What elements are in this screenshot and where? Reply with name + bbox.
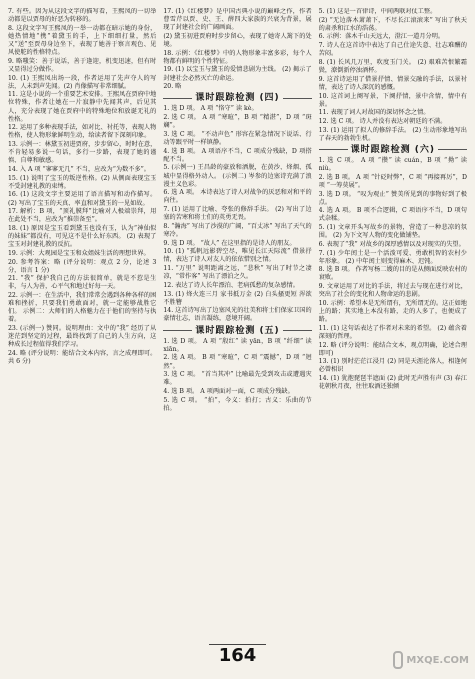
watermark-logo-icon xyxy=(393,651,403,669)
answer-item: 12. 运用了多种表现手法，如对比、衬托等，表现人物性格，使人物形象鲜明生动，给读者留下深刻印象。 xyxy=(8,124,157,140)
site-watermark xyxy=(393,647,469,673)
title-rule xyxy=(319,149,348,150)
column-middle xyxy=(163,8,311,640)
answer-item: 7. (1) 少年闰土是一个活泼可爱、勇敢机智的农村少年形象。 (2) 中年闰土则变得麻木、迟钝。 xyxy=(318,249,467,265)
answer-item: 8. 这段文字写王熙凤的一举一动都在暗示她的身份，她热情地“携”着黛玉的手，上下细细打量，然后又“送”至贾母身边坐下，表现了她善于察言观色、见风使舵的性格特点。 xyxy=(8,24,157,57)
answer-item: 8. “瀚海” 写出了沙漠的广阔，“百丈冰” 写出了天气的寒冷。 xyxy=(163,222,312,238)
answer-item: 12. 选 C 项。 诗人并没有表达对朝廷的不满。 xyxy=(318,117,447,125)
answer-item: 9. 文章运用了对比的手法，将过去与现在进行对比，突出了社会的变化和人物命运的悲剧。 xyxy=(318,283,467,299)
title-rule xyxy=(283,98,312,99)
answer-item: 6. 选 A 项。 本诗表达了诗人对战争的厌恶和对和平的向往。 xyxy=(163,189,312,205)
answer-item: 13. 示例一：林黛玉初进贾府，步步留心，时时在意，不肯轻易多说一句话，多行一步路，表现了她的谨慎、自尊和敏感。 xyxy=(8,141,157,165)
answer-item: 4. 选 B 项。 A 项语序不当，C 项成分残缺，D 项搭配不当。 xyxy=(163,147,312,163)
answer-item: 3. 选 C 项。 “首当其冲” 比喻最先受到攻击或遭遇灾难。 xyxy=(163,371,312,387)
answer-item: 11. (1) 这句话表达了作者对未来的希望。 (2) 蕴含着深刻的哲理。 xyxy=(318,324,467,340)
title-rule xyxy=(438,149,467,150)
answer-item: 7. 诗人在这首诗中表达了自己仕途失意、壮志难酬的苦闷。 xyxy=(318,42,467,58)
title-rule xyxy=(163,330,192,331)
answer-item: 15. (1) 说明了宝玉的叛逆性格。(2) 从侧面表现宝玉不受封建礼教的束缚。 xyxy=(8,174,157,190)
answer-item: 10. (1) “孤帆远影碧空尽，唯见长江天际流” 借景抒情，表达了诗人对友人的依依惜别之情。 xyxy=(163,248,312,264)
section-title xyxy=(163,327,311,335)
answer-item: 16. (1) 这段文字主要运用了语言描写和动作描写。 (2) 写出了宝玉的天真、率直和对黛玉的一见如故。 xyxy=(8,191,157,207)
answer-item: 18. (1) 原因是宝玉看到黛玉也没有玉，认为“神仙似的妹妹”都没有，可见这不是什么好东西。 (2) 表现了宝玉对封建礼教的反抗。 xyxy=(8,224,157,249)
answer-item: 10. 示例：希望本是无所谓有，无所谓无的。这正如地上的路；其实地上本没有路，走的人多了，也便成了路。 xyxy=(318,299,467,324)
answer-item: 19. 示例：大观园是宝玉和众姐妹生活的理想世界。 xyxy=(8,249,150,257)
answer-item: 10. 这首词上阕写景，下阕抒情，景中含情，情中有景。 xyxy=(318,92,467,108)
section-title-text: 课时跟踪检测 (五) xyxy=(195,325,280,336)
answer-item: (2) 黛玉初进贾府时步步留心，表现了她寄人篱下的处境。 xyxy=(163,32,312,48)
answer-item: 10. (1) 王熙凤出场一段，作者运用了先声夺人的写法，人未到声先闻。(2) 肖像描写非常细腻。 xyxy=(8,74,157,90)
answer-item: 14. 这首诗写出了边塞风光的壮美和将士们保家卫国的豪情壮志，语言凝练，意境开阔。 xyxy=(163,307,312,323)
answer-item: 14. (1) 犹抱琵琶半遮面 (2) 此时无声胜有声 (3) 春江花朝秋月夜，往往取酒还独倾 xyxy=(318,375,467,391)
answer-item: 20. 参考答案：略 (评分说明：观点 2 分，论述 3 分，语言 1 分) xyxy=(8,258,157,274)
answer-item: 1. 选 D 项。 A 项 “恪守” 读 kè。 xyxy=(163,105,258,113)
answer-item: 9. 略嗤笑：善于说话，善于逢迎，机变迅速，但有时又显得过分做作。 xyxy=(8,57,157,73)
page-number: 164 xyxy=(209,644,267,666)
answer-item: 8. 选 B 项。 作者写杨二嫂的目的是从侧面反映农村的衰败。 xyxy=(318,266,467,282)
answer-item: 13. (1) 运用了拟人的修辞手法。 (2) 生动形象地写出了春天的勃勃生机。 xyxy=(318,126,467,142)
answer-item: 11. “万里” 说明距离之远，“悲秋” 写出了时节之凄凉，“常作客” 写出了漂泊之久。 xyxy=(163,265,312,281)
answer-item: 1. 选 D 项。 A 项 “殷红” 读 yān，B 项 “纤细” 读 xiān。 xyxy=(163,337,312,353)
answer-item: 7. (1) 运用了比喻、夸张的修辞手法。 (2) 写出了边塞的苦寒和将士们的英勇无畏。 xyxy=(163,206,312,222)
answer-item: 9. 选 D 项。 “故人” 在这里指的是诗人的朋友。 xyxy=(163,239,296,247)
answer-item: 11. 这是小说的一个重要艺术安排。王熙凤在贾府中地位特殊，作者让她在一片寂静中先闻其声，后见其人，充分表现了她在贾府中的特殊地位和放诞无礼的性格。 xyxy=(8,91,157,123)
answer-item: 13. (1) 烽火连三月 家书抵万金 (2) 白头搔更短 浑欲不胜簪 xyxy=(163,290,312,306)
answer-item: 7. 有些。因为从这段文字的描写看，王熙凤的一切举动都是以贾母的好恶为转移的。 xyxy=(8,8,157,24)
answer-item: 11. 表现了词人对故国的深切怀念之情。 xyxy=(318,109,430,117)
answer-item: 4. 选 B 项。 A 项两面对一面，C 项成分残缺。 xyxy=(163,388,294,395)
section-title xyxy=(163,94,311,102)
answer-item: 5. (1) 文章开头写故乡的景物，营造了一种悲凉的氛围。 (2) 为下文写人物的变化做铺垫。 xyxy=(318,224,467,240)
answer-item: 2. 选 B 项。 A 项 “针砭时弊”，C 项 “再接再厉”，D 项 “一筹莫展”。 xyxy=(318,173,467,189)
answer-item: 18. 示例：《红楼梦》中的人物形象丰富多彩，每个人物都有鲜明的个性特征。 xyxy=(163,49,312,65)
answer-item: 12. 表达了诗人长年漂泊、老病孤愁的复杂感情。 xyxy=(163,281,299,289)
answer-item: 5. 选 C 项。 “拍”，今义：拍打；古义：乐曲的节拍。 xyxy=(163,396,312,412)
answer-columns xyxy=(8,8,467,640)
answer-item: 17. 解析：B 项，“顶礼膜拜”比喻对人极端崇拜，用在此处不当，应改为“推崇备至”。 xyxy=(8,208,157,224)
answer-item: 21. “我” 保护我自己的方法很简单，就是不惹是生非，与人为善，心平气和地过好每一天。 xyxy=(8,275,157,291)
answer-item: 4. 选 A 项。 B 项不合逻辑，C 项语序不当，D 项句式杂糅。 xyxy=(318,207,467,223)
title-rule xyxy=(163,98,192,99)
answer-item: 2. 选 A 项。 B 项 “寒暄”，C 项 “震撼”，D 项 “迥然”。 xyxy=(163,354,312,370)
answer-item: 13. (1) 别时茫茫江浸月 (2) 同是天涯沦落人，相逢何必曾相识 xyxy=(318,358,467,374)
answer-item: 12. 略 (评分说明：能结合文本，观点明确，论述合理即可) xyxy=(318,341,467,357)
answer-item: 1. 选 C 项。 A 项 “攒” 读 cuán，B 项 “拗” 读 niù。 xyxy=(318,156,467,173)
answer-item: 9. 这首诗运用了借景抒情、情景交融的手法，以景衬情，表达了诗人深沉的感慨。 xyxy=(318,75,467,91)
answer-item: 5. (1) 这是一首律诗，中间两联对仗工整。 xyxy=(318,8,437,15)
answer-item: 23. (示例一) 赞同。说明理由：文中的“我” 经历了从迷茫到坚定的过程，最终找到了自己的人生方向，这种成长过程值得我们学习。 xyxy=(8,325,157,349)
watermark-text: MXQE.COM xyxy=(406,654,469,666)
title-rule xyxy=(283,330,312,331)
answer-item: 19. (1) 以宝玉与黛玉的爱情悲剧为主线。 (2) 揭示了封建社会必然灭亡的命运。 xyxy=(163,66,312,82)
answer-item: 20. 略 xyxy=(163,83,182,91)
answer-item: 14. 入 A 项 “寥寥无几” 不当，应改为“为数不多”。 xyxy=(8,165,150,173)
column-left xyxy=(8,8,156,640)
answer-item: 5. (示例一) 王昌龄的豪放和洒脱，在黄沙、烽烟、孤城中显得格外动人。 (示例二) 岑参的边塞诗充满了浪漫主义色彩。 xyxy=(163,164,312,188)
column-right xyxy=(319,8,467,640)
section-title xyxy=(319,146,467,154)
section-title-text: 课时跟踪检测 (四) xyxy=(195,93,280,104)
answer-item: 6. 表现了“我” 对故乡的深厚感情以及对现实的失望。 xyxy=(318,240,465,248)
answer-item: 17. (1)《红楼梦》是中国古典小说的巅峰之作，作者曹雪芹以贾、史、王、薛四大家族的兴衰为背景，展现了封建社会的广阔画面。 xyxy=(163,8,312,32)
answer-item: 3. 选 C 项。 “不动声色” 形容在紧急情况下说话、行动等跟平时一样镇静。 xyxy=(163,130,312,146)
answer-item: 3. 选 D 项。 “叹为观止” 赞美所见到的事物好到了极点。 xyxy=(318,190,467,206)
answer-item: 8. (1) 长风几万里，吹度玉门关。 (2) 艰难苦恨繁霜鬓，潦倒新停浊酒杯。 xyxy=(318,58,467,75)
answer-item: (2) “无边落木萧萧下，不尽长江滚滚来” 写出了秋天的肃杀和江水的浩荡。 xyxy=(318,16,467,32)
answer-item: 2. 选 C 项。 A 项 “寒暄”，B 项 “精湛”，D 项 “斑斓”。 xyxy=(163,114,312,130)
answer-item: 24. 略 (评分说明：能结合文本内容，言之成理即可。共 6 分) xyxy=(8,349,157,366)
section-title-text: 课时跟踪检测 (六) xyxy=(350,144,436,155)
answer-item: 6. 示例：落木千山天远大，澄江一道月分明。 xyxy=(318,33,445,41)
answer-item: 22. 示例一：在生活中，我们常常会遇到各种各样的困难和挫折，只要我们勇敢面对，就一定能够战胜它们。 示例二：大师们的人格魅力在于他们的坚持与执着。 xyxy=(8,292,157,324)
